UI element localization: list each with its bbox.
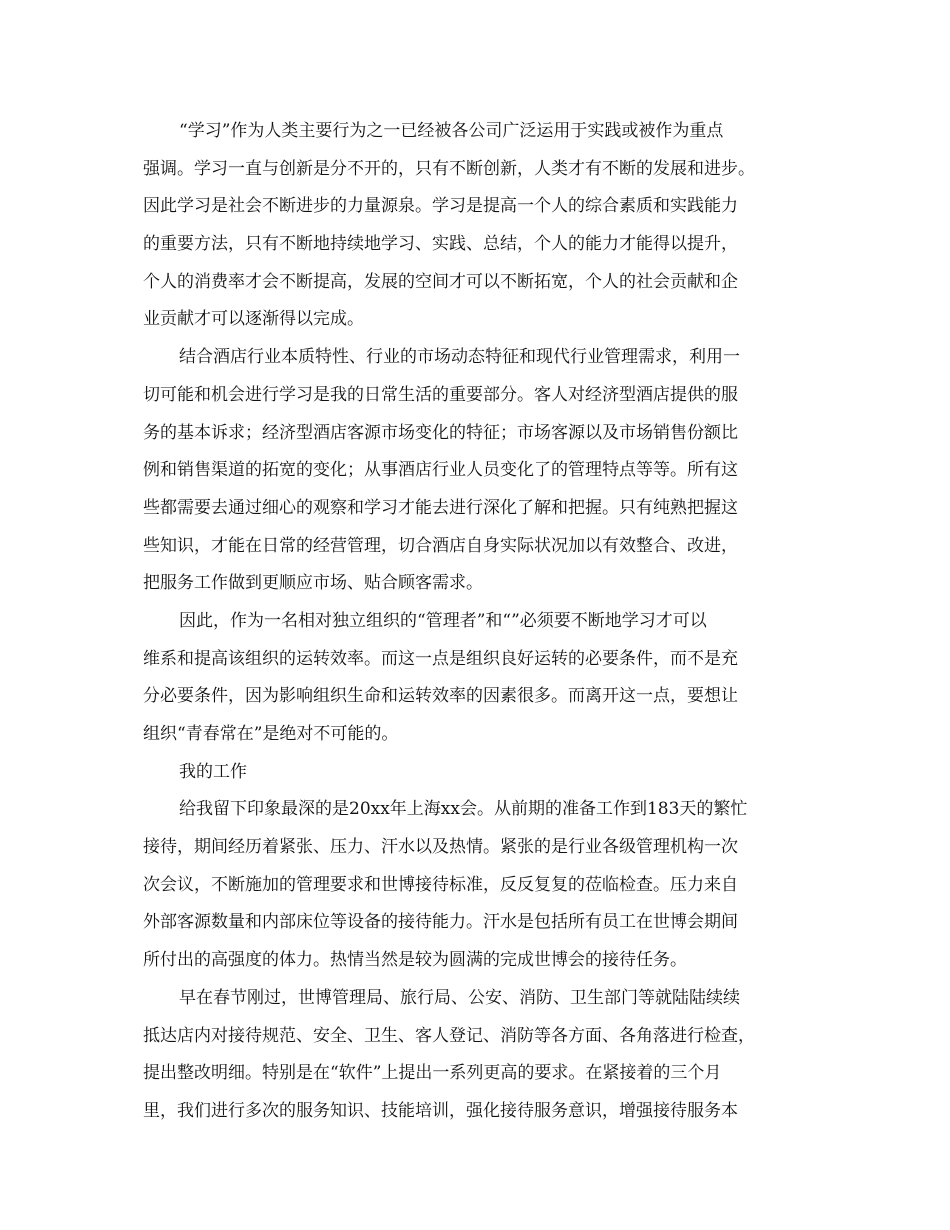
text-line: 所付出的高强度的体力。热情当然是较为圆满的完成世博会的接待任务。 (143, 950, 687, 971)
text-line: 因此学习是社会不断进步的力量源泉。学习是提高一个人的综合素质和实践能力 (143, 196, 738, 217)
text-line: 抵达店内对接待规范、安全、卫生、客人登记、消防等各方面、各角落进行检查， (143, 1025, 755, 1046)
text-line: 强调。学习一直与创新是分不开的，只有不断创新，人类才有不断的发展和进步。 (143, 158, 755, 179)
text-line: 些都需要去通过细心的观察和学习才能去进行深化了解和把握。只有纯熟把握这 (143, 497, 738, 518)
text-line: 组织“青春常在”是绝对不可能的。 (143, 724, 399, 744)
text-line: 次会议，不断施加的管理要求和世博接待标准，反反复复的莅临检查。压力来自 (143, 874, 738, 895)
text-line: 结合酒店行业本质特性、行业的市场动态特征和现代行业管理需求，利用一 (179, 347, 740, 368)
text-line: 早在春节刚过，世博管理局、旅行局、公安、消防、卫生部门等就陆陆续续 (179, 987, 740, 1008)
text-line: 因此，作为一名相对独立组织的“管理者”和“”必须要不断地学习才可以 (179, 610, 707, 631)
text-line: 给我留下印象最深的是20xx年上海xx会。从前期的准备工作到183天的繁忙 (179, 799, 748, 820)
section-heading: 我的工作 (179, 761, 247, 782)
document-body (143, 113, 811, 1131)
text-line: 切可能和机会进行学习是我的日常生活的重要部分。客人对经济型酒店提供的服 (143, 384, 738, 405)
text-line: 提出整改明细。特别是在“软件”上提出一系列更高的要求。在紧接着的三个月 (143, 1063, 722, 1084)
text-line: 把服务工作做到更顺应市场、贴合顾客需求。 (143, 573, 483, 594)
text-line: 接待，期间经历着紧张、压力、汗水以及热情。紧张的是行业各级管理机构一次 (143, 837, 738, 858)
text-line: 分必要条件，因为影响组织生命和运转效率的因素很多。而离开这一点，要想让 (143, 686, 738, 707)
text-line: “学习”作为人类主要行为之一已经被各公司广泛运用于实践或被作为重点 (179, 121, 724, 141)
text-line: 些知识，才能在日常的经营管理，切合酒店自身实际状况加以有效整合、改进， (143, 535, 738, 556)
text-line: 业贡献才可以逐渐得以完成。 (143, 309, 364, 330)
text-line: 个人的消费率才会不断提高，发展的空间才可以不断拓宽，个人的社会贡献和企 (143, 271, 738, 292)
text-line: 维系和提高该组织的运转效率。而这一点是组织良好运转的必要条件，而不是充 (143, 648, 738, 669)
text-line: 外部客源数量和内部床位等设备的接待能力。汗水是包括所有员工在世博会期间 (143, 912, 738, 933)
text-line: 的重要方法，只有不断地持续地学习、实践、总结，个人的能力才能得以提升， (143, 234, 738, 255)
text-line: 例和销售渠道的拓宽的变化；从事酒店行业人员变化了的管理特点等等。所有这 (143, 460, 738, 481)
text-line: 里，我们进行多次的服务知识、技能培训，强化接待服务意识，增强接待服务本 (143, 1100, 738, 1121)
text-line: 务的基本诉求；经济型酒店客源市场变化的特征；市场客源以及市场销售份额比 (143, 422, 738, 443)
